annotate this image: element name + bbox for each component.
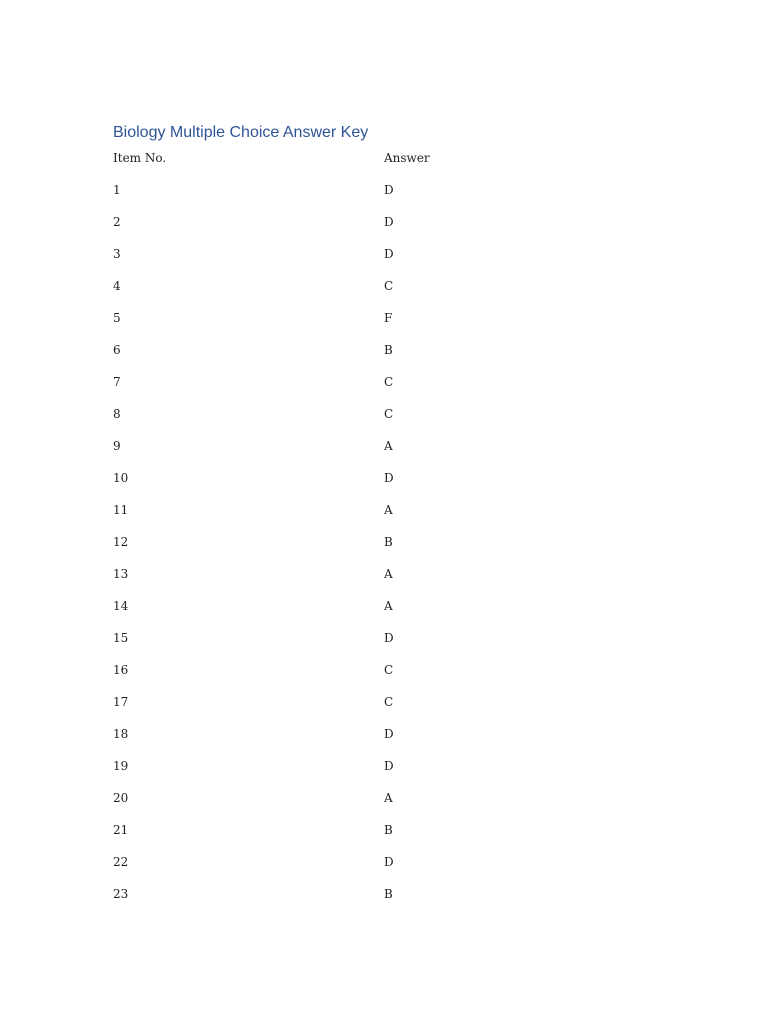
answer-letter: A	[384, 567, 393, 581]
item-number: 12	[113, 535, 129, 549]
item-number: 17	[113, 695, 129, 709]
table-row	[113, 302, 533, 334]
answer-header: Answer	[384, 151, 430, 165]
answer-letter: B	[384, 343, 393, 357]
answer-letter: A	[384, 599, 393, 613]
answer-letter: C	[384, 279, 394, 293]
item-number: 20	[113, 791, 129, 805]
table-row	[113, 718, 533, 750]
item-number: 15	[113, 631, 129, 645]
table-row	[113, 206, 533, 238]
answer-letter: A	[384, 439, 393, 453]
table-row	[113, 750, 533, 782]
table-row	[113, 814, 533, 846]
answer-letter: A	[384, 503, 393, 517]
item-number: 2	[113, 215, 121, 229]
item-number: 3	[113, 247, 121, 261]
answer-letter: D	[384, 183, 394, 197]
answer-letter: A	[384, 791, 393, 805]
item-number: 14	[113, 599, 129, 613]
item-number: 6	[113, 343, 121, 357]
item-number: 21	[113, 823, 129, 837]
answer-letter: B	[384, 887, 393, 901]
table-row	[113, 590, 533, 622]
item-number: 22	[113, 855, 129, 869]
table-row	[113, 174, 533, 206]
answer-letter: D	[384, 471, 394, 485]
table-row	[113, 398, 533, 430]
table-row	[113, 238, 533, 270]
answer-letter: C	[384, 663, 394, 677]
answer-letter: B	[384, 535, 393, 549]
table-row	[113, 686, 533, 718]
answer-letter: C	[384, 375, 394, 389]
item-number: 7	[113, 375, 121, 389]
item-number: 5	[113, 311, 121, 325]
table-row	[113, 494, 533, 526]
table-header-row	[113, 149, 533, 167]
answer-letter: D	[384, 631, 394, 645]
table-row	[113, 878, 533, 910]
item-number: 9	[113, 439, 121, 453]
table-row	[113, 622, 533, 654]
answer-letter: F	[384, 311, 393, 325]
answer-letter: D	[384, 247, 394, 261]
answer-letter: D	[384, 759, 394, 773]
table-row	[113, 366, 533, 398]
table-row	[113, 270, 533, 302]
answer-letter: D	[384, 727, 394, 741]
item-number: 4	[113, 279, 121, 293]
table-row	[113, 334, 533, 366]
table-body	[113, 167, 533, 910]
table-row	[113, 846, 533, 878]
answer-letter: B	[384, 823, 393, 837]
item-number: 23	[113, 887, 129, 901]
item-number: 1	[113, 183, 121, 197]
answer-letter: D	[384, 855, 394, 869]
item-number: 19	[113, 759, 129, 773]
answer-letter: C	[384, 695, 394, 709]
item-number: 18	[113, 727, 129, 741]
answer-key-table	[113, 149, 533, 910]
item-number: 11	[113, 503, 129, 517]
answer-letter: D	[384, 215, 394, 229]
table-row	[113, 782, 533, 814]
answer-letter: C	[384, 407, 394, 421]
item-number: 13	[113, 567, 129, 581]
item-number: 8	[113, 407, 121, 421]
table-row	[113, 558, 533, 590]
item-number: 10	[113, 471, 129, 485]
table-row	[113, 526, 533, 558]
item-number-header: Item No.	[113, 151, 167, 165]
document-title: Biology Multiple Choice Answer Key	[113, 124, 369, 141]
item-number: 16	[113, 663, 129, 677]
table-row	[113, 430, 533, 462]
table-row	[113, 654, 533, 686]
table-row	[113, 462, 533, 494]
